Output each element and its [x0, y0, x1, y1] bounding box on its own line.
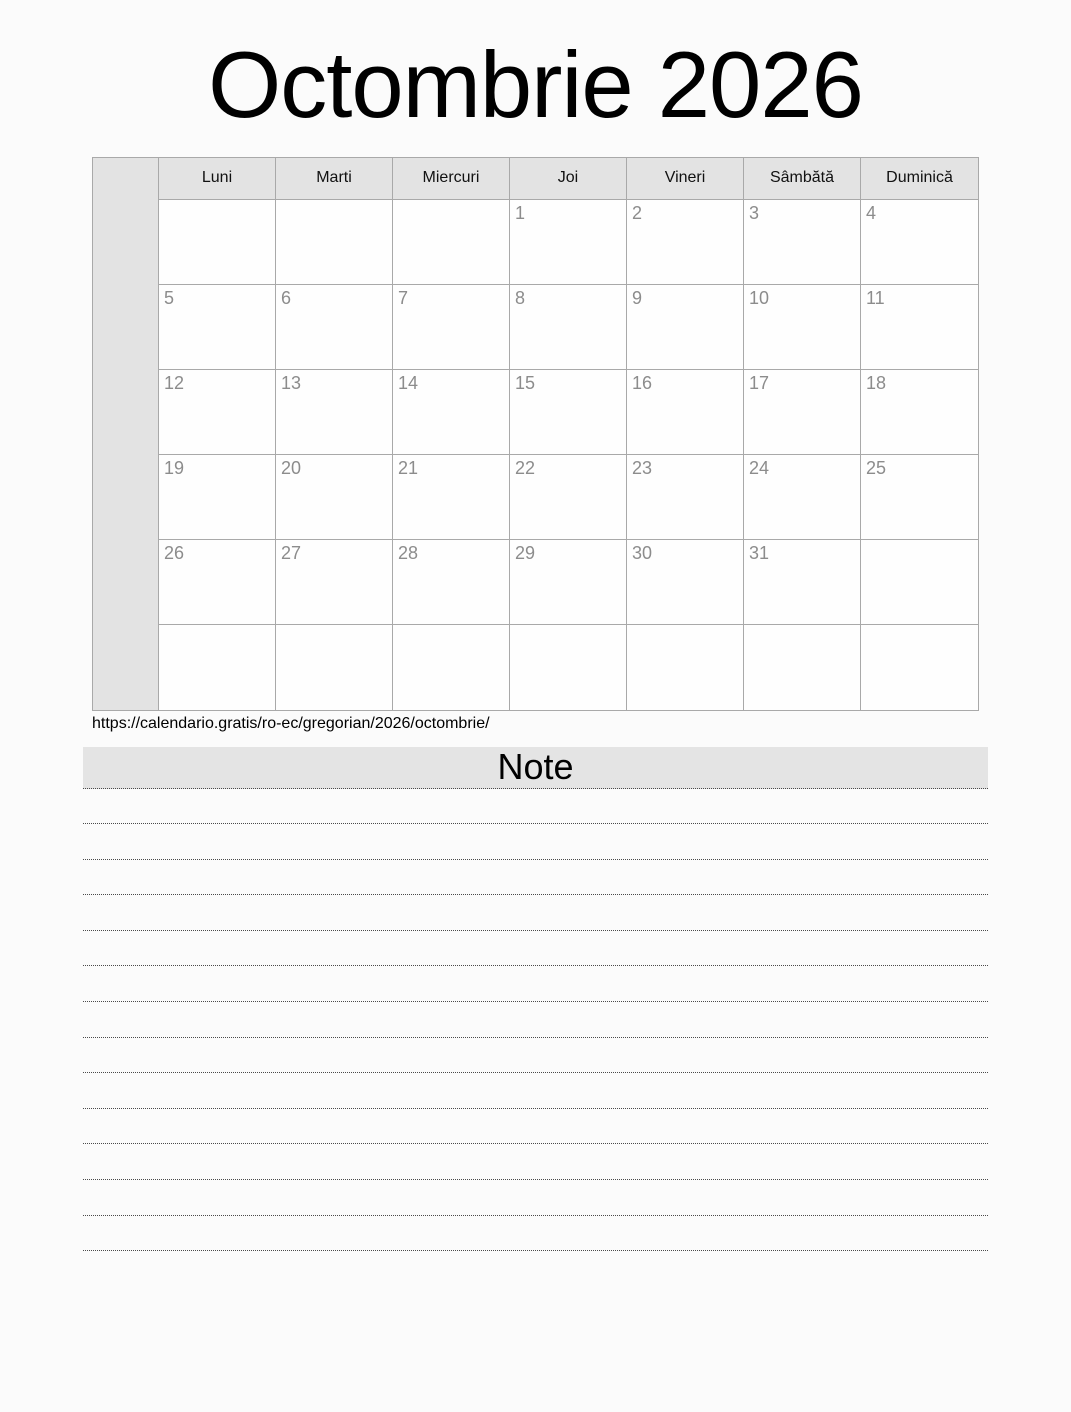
day-cell-9: 9 [627, 285, 744, 370]
day-cell-6: 6 [276, 285, 393, 370]
day-cell-empty [276, 200, 393, 285]
day-cell-24: 24 [744, 455, 861, 540]
day-cell-22: 22 [510, 455, 627, 540]
note-line [83, 966, 988, 1002]
day-cell-empty [159, 625, 276, 710]
day-cell-empty [861, 540, 978, 625]
note-line [83, 789, 988, 825]
note-line [83, 1002, 988, 1038]
day-cell-18: 18 [861, 370, 978, 455]
source-url-text: https://calendario.gratis/ro-ec/gregorian/2026/octombrie/ [92, 714, 490, 732]
weekday-header-1: Luni [159, 158, 276, 200]
day-cell-23: 23 [627, 455, 744, 540]
day-cell-empty [393, 625, 510, 710]
weekday-header-7: Duminică [861, 158, 978, 200]
notes-area [83, 789, 988, 1252]
day-cell-28: 28 [393, 540, 510, 625]
day-cell-2: 2 [627, 200, 744, 285]
day-cell-empty [159, 200, 276, 285]
day-cell-3: 3 [744, 200, 861, 285]
notes-header [83, 747, 988, 789]
weekday-header-2: Marti [276, 158, 393, 200]
day-cell-7: 7 [393, 285, 510, 370]
day-cell-27: 27 [276, 540, 393, 625]
day-cell-16: 16 [627, 370, 744, 455]
day-cell-empty [861, 625, 978, 710]
day-cell-20: 20 [276, 455, 393, 540]
note-line [83, 824, 988, 860]
day-cell-5: 5 [159, 285, 276, 370]
day-cell-empty [744, 625, 861, 710]
day-cell-empty [510, 625, 627, 710]
weekday-header-4: Joi [510, 158, 627, 200]
day-cell-empty [393, 200, 510, 285]
day-cell-26: 26 [159, 540, 276, 625]
day-cell-31: 31 [744, 540, 861, 625]
day-cell-empty [276, 625, 393, 710]
calendar-table [92, 157, 979, 711]
note-line [83, 1109, 988, 1145]
note-line [83, 1216, 988, 1252]
day-cell-13: 13 [276, 370, 393, 455]
day-cell-19: 19 [159, 455, 276, 540]
weekday-header-5: Vineri [627, 158, 744, 200]
day-cell-empty [627, 625, 744, 710]
note-line [83, 1038, 988, 1074]
day-cell-12: 12 [159, 370, 276, 455]
note-line [83, 1144, 988, 1180]
day-cell-11: 11 [861, 285, 978, 370]
day-cell-1: 1 [510, 200, 627, 285]
week-number-column [93, 158, 159, 710]
page-title: Octombrie 2026 [208, 32, 863, 137]
weekday-header-3: Miercuri [393, 158, 510, 200]
note-line [83, 895, 988, 931]
day-cell-21: 21 [393, 455, 510, 540]
notes-title: Note [497, 745, 574, 787]
day-cell-10: 10 [744, 285, 861, 370]
day-cell-29: 29 [510, 540, 627, 625]
day-cell-14: 14 [393, 370, 510, 455]
note-line [83, 860, 988, 896]
note-line [83, 931, 988, 967]
day-cell-30: 30 [627, 540, 744, 625]
note-line [83, 1073, 988, 1109]
day-cell-4: 4 [861, 200, 978, 285]
note-line [83, 1180, 988, 1216]
day-cell-17: 17 [744, 370, 861, 455]
day-cell-25: 25 [861, 455, 978, 540]
day-cell-15: 15 [510, 370, 627, 455]
weekday-header-6: Sâmbătă [744, 158, 861, 200]
day-cell-8: 8 [510, 285, 627, 370]
